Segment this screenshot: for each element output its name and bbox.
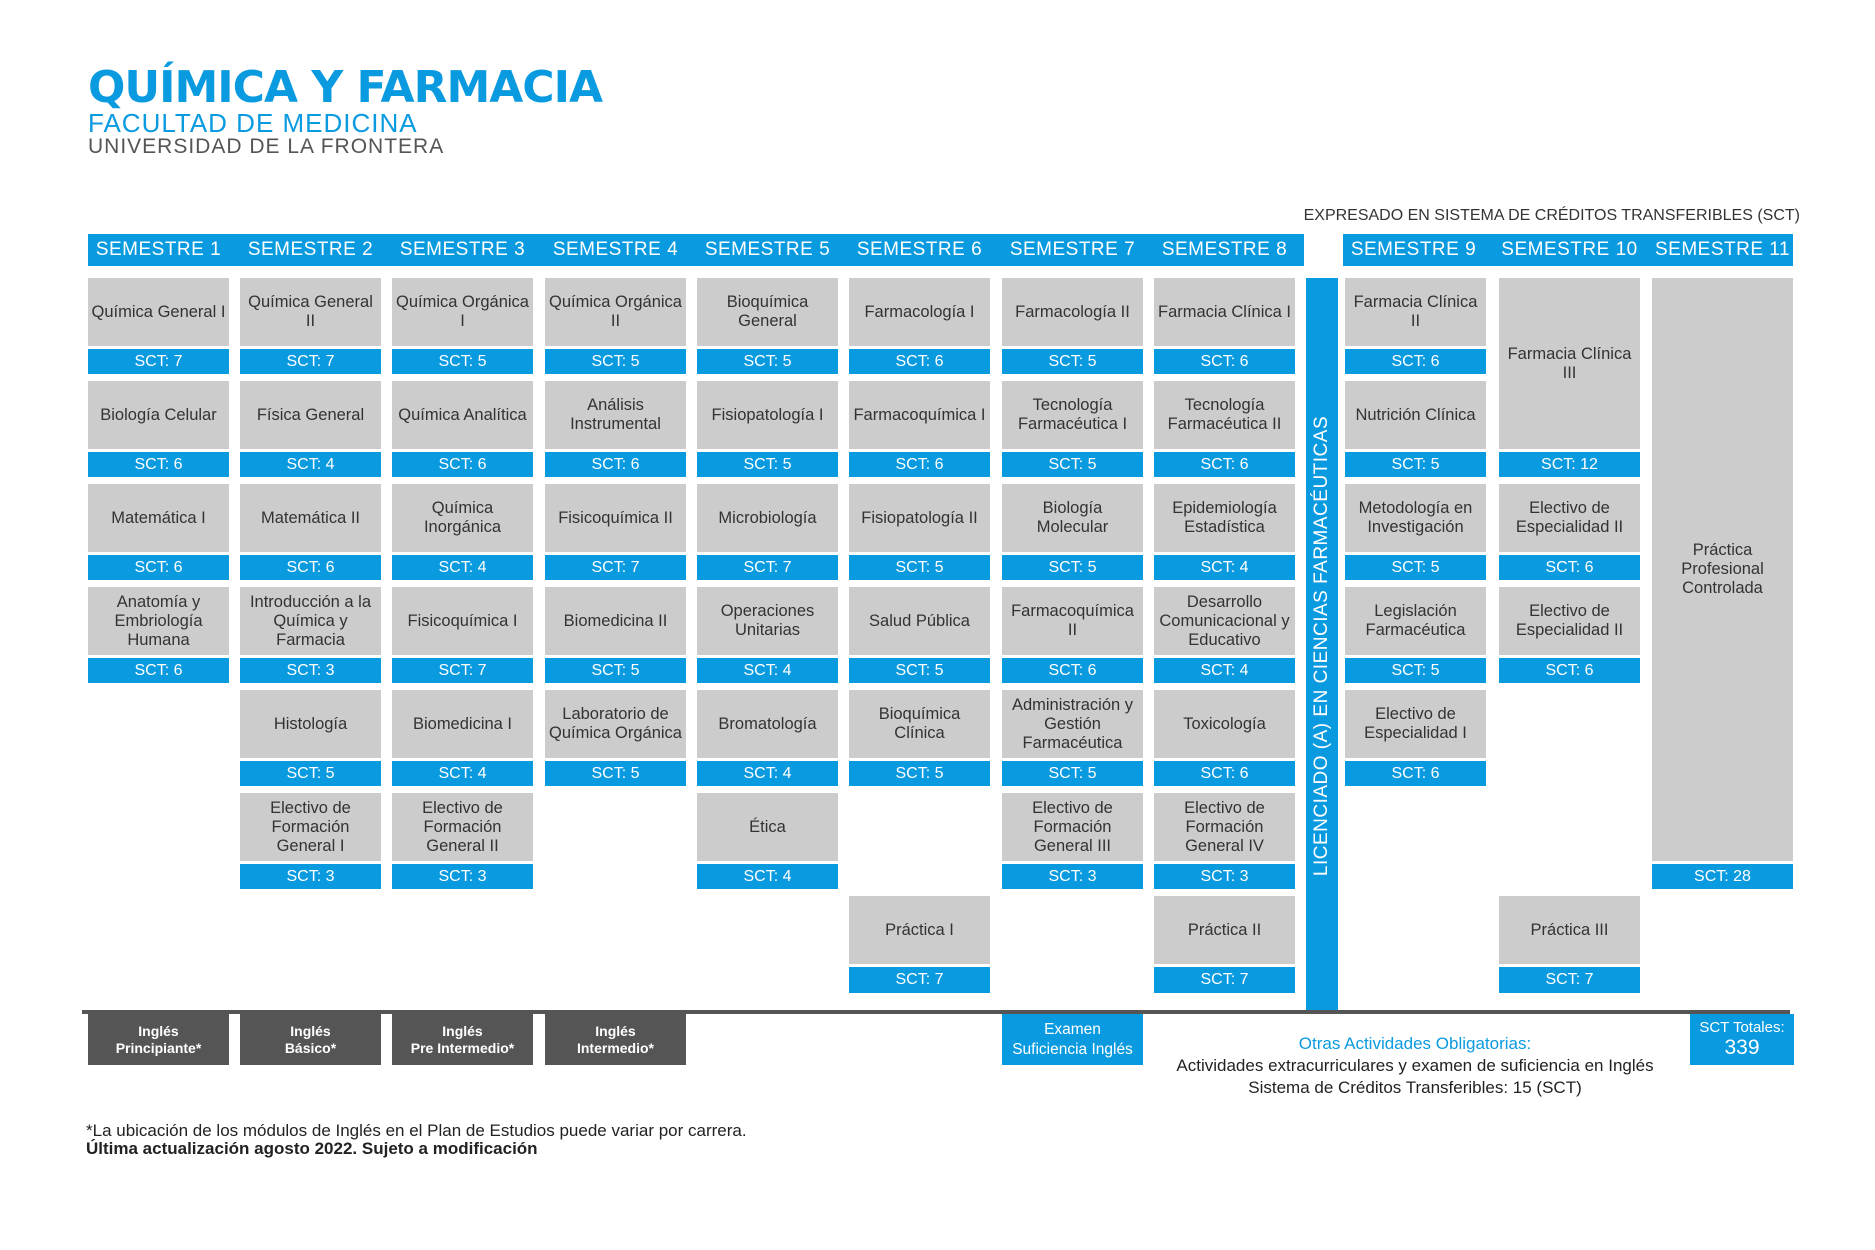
sct-badge: SCT: 4 [240, 452, 381, 477]
sct-badge: SCT: 6 [88, 658, 229, 683]
sct-badge: SCT: 5 [1345, 658, 1486, 683]
other-activities-title: Otras Actividades Obligatorias: [1298, 1034, 1532, 1053]
course-cell: Salud Pública [849, 587, 990, 655]
exam-line2: Suficiencia Inglés [1012, 1040, 1133, 1058]
sct-badge: SCT: 5 [1345, 452, 1486, 477]
course-cell: Farmacoquímica II [1002, 587, 1143, 655]
course-cell: Toxicología [1154, 690, 1295, 758]
course-cell: Química Orgánica II [545, 278, 686, 346]
sct-badge: SCT: 5 [1345, 555, 1486, 580]
sct-badge: SCT: 3 [1154, 864, 1295, 889]
course-cell: Electivo de Formación General IV [1154, 793, 1295, 861]
english-module-level: Principiante* [115, 1039, 202, 1056]
course-cell: Operaciones Unitarias [697, 587, 838, 655]
course-cell: Tecnología Farmacéutica I [1002, 381, 1143, 449]
semester-label-6: SEMESTRE 6 [856, 239, 983, 260]
course-cell: Electivo de Formación General I [240, 793, 381, 861]
course-cell: Electivo de Formación General II [392, 793, 533, 861]
english-module-level: Pre Intermedio* [410, 1039, 515, 1056]
course-cell: Fisicoquímica I [392, 587, 533, 655]
semester-label-10: SEMESTRE 10 [1501, 239, 1638, 260]
course-cell: Ética [697, 793, 838, 861]
other-activities-line2: Sistema de Créditos Transferibles: 15 (SCT) [1248, 1078, 1582, 1097]
semester-label-7: SEMESTRE 7 [1009, 239, 1136, 260]
course-cell: Química Orgánica I [392, 278, 533, 346]
course-cell: Laboratorio de Química Orgánica [545, 690, 686, 758]
course-cell: Tecnología Farmacéutica II [1154, 381, 1295, 449]
course-cell: Electivo de Especialidad II [1499, 587, 1640, 655]
sct-badge: SCT: 6 [1499, 658, 1640, 683]
course-cell: Farmacia Clínica I [1154, 278, 1295, 346]
sct-badge: SCT: 5 [1002, 349, 1143, 374]
sct-badge: SCT: 5 [1002, 761, 1143, 786]
course-cell: Farmacoquímica I [849, 381, 990, 449]
course-cell: Nutrición Clínica [1345, 381, 1486, 449]
course-cell: Electivo de Formación General III [1002, 793, 1143, 861]
course-cell: Biomedicina II [545, 587, 686, 655]
course-cell: Farmacología II [1002, 278, 1143, 346]
sct-badge: SCT: 3 [392, 864, 533, 889]
english-module [88, 1014, 229, 1065]
sct-badge: SCT: 6 [1002, 658, 1143, 683]
sct-badge: SCT: 7 [1154, 967, 1295, 993]
sct-badge: SCT: 12 [1499, 452, 1640, 477]
licenciado-bar [1306, 278, 1338, 1014]
course-cell: Fisiopatología I [697, 381, 838, 449]
sct-badge: SCT: 7 [1499, 967, 1640, 993]
sct-badge: SCT: 5 [545, 349, 686, 374]
total-sct-value: 339 [1724, 1036, 1760, 1059]
sct-badge: SCT: 3 [240, 864, 381, 889]
course-cell: Química General II [240, 278, 381, 346]
sct-badge: SCT: 3 [1002, 864, 1143, 889]
sct-badge: SCT: 5 [545, 761, 686, 786]
sct-badge: SCT: 7 [545, 555, 686, 580]
course-cell: Administración y Gestión Farmacéutica [1002, 690, 1143, 758]
sct-badge: SCT: 4 [697, 864, 838, 889]
sct-badge: SCT: 6 [849, 349, 990, 374]
update-note: Última actualización agosto 2022. Sujeto a modificación [86, 1139, 538, 1158]
faculty-name: FACULTAD DE MEDICINA [88, 108, 418, 138]
course-cell: Biología Celular [88, 381, 229, 449]
sct-badge: SCT: 5 [697, 452, 838, 477]
course-cell: Bioquímica General [697, 278, 838, 346]
course-cell: Fisicoquímica II [545, 484, 686, 552]
english-module-title: Inglés [442, 1022, 483, 1039]
semester-label-8: SEMESTRE 8 [1161, 239, 1288, 260]
sct-badge: SCT: 6 [392, 452, 533, 477]
sct-badge: SCT: 4 [697, 761, 838, 786]
total-sct-label: SCT Totales: [1699, 1019, 1785, 1036]
sct-badge: SCT: 7 [392, 658, 533, 683]
course-cell: Histología [240, 690, 381, 758]
english-module-level: Intermedio* [576, 1039, 654, 1056]
practice-cell: Práctica II [1154, 896, 1295, 964]
credits-note: EXPRESADO EN SISTEMA DE CRÉDITOS TRANSFERIBLES (SCT) [1303, 207, 1800, 224]
sct-badge: SCT: 6 [1154, 761, 1295, 786]
sct-badge: SCT: 4 [697, 658, 838, 683]
page-title: QUÍMICA Y FARMACIA [88, 62, 602, 113]
course-cell: Práctica Profesional Controlada [1652, 278, 1793, 861]
course-cell: Química Analítica [392, 381, 533, 449]
university-name: UNIVERSIDAD DE LA FRONTERA [88, 135, 445, 158]
semester-label-11: SEMESTRE 11 [1654, 239, 1791, 260]
sct-badge: SCT: 6 [1154, 349, 1295, 374]
english-module [392, 1014, 533, 1065]
course-cell: Bioquímica Clínica [849, 690, 990, 758]
course-cell: Epidemiología Estadística [1154, 484, 1295, 552]
english-module [545, 1014, 686, 1065]
semester-label-1: SEMESTRE 1 [95, 239, 222, 260]
course-cell: Desarrollo Comunicacional y Educativo [1154, 587, 1295, 655]
course-cell: Metodología en Investigación [1345, 484, 1486, 552]
sct-badge: SCT: 6 [545, 452, 686, 477]
sct-badge: SCT: 5 [1002, 452, 1143, 477]
english-module-title: Inglés [138, 1022, 179, 1039]
sct-badge: SCT: 6 [88, 452, 229, 477]
course-cell: Bromatología [697, 690, 838, 758]
total-sct-box [1690, 1014, 1794, 1065]
course-cell: Microbiología [697, 484, 838, 552]
sct-badge: SCT: 5 [1002, 555, 1143, 580]
sct-badge: SCT: 6 [1345, 349, 1486, 374]
sct-badge: SCT: 28 [1652, 864, 1793, 889]
course-cell: Química Inorgánica [392, 484, 533, 552]
english-module-title: Inglés [595, 1022, 636, 1039]
sct-badge: SCT: 4 [392, 761, 533, 786]
semester-label-3: SEMESTRE 3 [399, 239, 526, 260]
other-activities-line1: Actividades extracurriculares y examen de suficiencia en Inglés [1176, 1056, 1654, 1075]
semester-label-4: SEMESTRE 4 [552, 239, 679, 260]
sct-badge: SCT: 6 [88, 555, 229, 580]
licenciado-label: LICENCIADO (A) EN CIENCIAS FARMACÉUTICAS [1311, 415, 1332, 877]
course-cell: Química General I [88, 278, 229, 346]
course-cell: Farmacología I [849, 278, 990, 346]
footnote: *La ubicación de los módulos de Inglés en el Plan de Estudios puede variar por carrera. [86, 1121, 747, 1140]
practice-cell: Práctica I [849, 896, 990, 964]
sct-badge: SCT: 4 [1154, 658, 1295, 683]
course-cell: Matemática I [88, 484, 229, 552]
course-cell: Anatomía y Embriología Humana [88, 587, 229, 655]
sct-badge: SCT: 5 [849, 658, 990, 683]
sct-badge: SCT: 4 [1154, 555, 1295, 580]
sct-badge: SCT: 4 [392, 555, 533, 580]
sct-badge: SCT: 7 [849, 967, 990, 993]
semester-label-2: SEMESTRE 2 [247, 239, 374, 260]
sct-badge: SCT: 6 [240, 555, 381, 580]
sct-badge: SCT: 3 [240, 658, 381, 683]
course-cell: Farmacia Clínica II [1345, 278, 1486, 346]
sct-badge: SCT: 6 [1154, 452, 1295, 477]
course-cell: Electivo de Especialidad I [1345, 690, 1486, 758]
sct-badge: SCT: 5 [849, 555, 990, 580]
english-module-title: Inglés [290, 1022, 331, 1039]
course-cell: Análisis Instrumental [545, 381, 686, 449]
sct-badge: SCT: 7 [240, 349, 381, 374]
sct-badge: SCT: 5 [697, 349, 838, 374]
sct-badge: SCT: 7 [88, 349, 229, 374]
sct-badge: SCT: 5 [392, 349, 533, 374]
sct-badge: SCT: 6 [849, 452, 990, 477]
sct-badge: SCT: 6 [1499, 555, 1640, 580]
english-module [240, 1014, 381, 1065]
semester-label-5: SEMESTRE 5 [704, 239, 831, 260]
course-cell: Física General [240, 381, 381, 449]
exam-line1: Examen [1044, 1020, 1101, 1038]
course-cell: Legislación Farmacéutica [1345, 587, 1486, 655]
course-cell: Fisiopatología II [849, 484, 990, 552]
sct-badge: SCT: 5 [849, 761, 990, 786]
course-cell: Matemática II [240, 484, 381, 552]
course-cell: Introducción a la Química y Farmacia [240, 587, 381, 655]
sct-badge: SCT: 5 [240, 761, 381, 786]
course-cell: Biomedicina I [392, 690, 533, 758]
sct-badge: SCT: 6 [1345, 761, 1486, 786]
practice-cell: Práctica III [1499, 896, 1640, 964]
course-cell: Farmacia Clínica III [1499, 278, 1640, 449]
sct-badge: SCT: 7 [697, 555, 838, 580]
semester-label-9: SEMESTRE 9 [1350, 239, 1477, 260]
course-cell: Electivo de Especialidad II [1499, 484, 1640, 552]
english-module-level: Básico* [284, 1039, 337, 1056]
sct-badge: SCT: 5 [545, 658, 686, 683]
course-cell: Biología Molecular [1002, 484, 1143, 552]
